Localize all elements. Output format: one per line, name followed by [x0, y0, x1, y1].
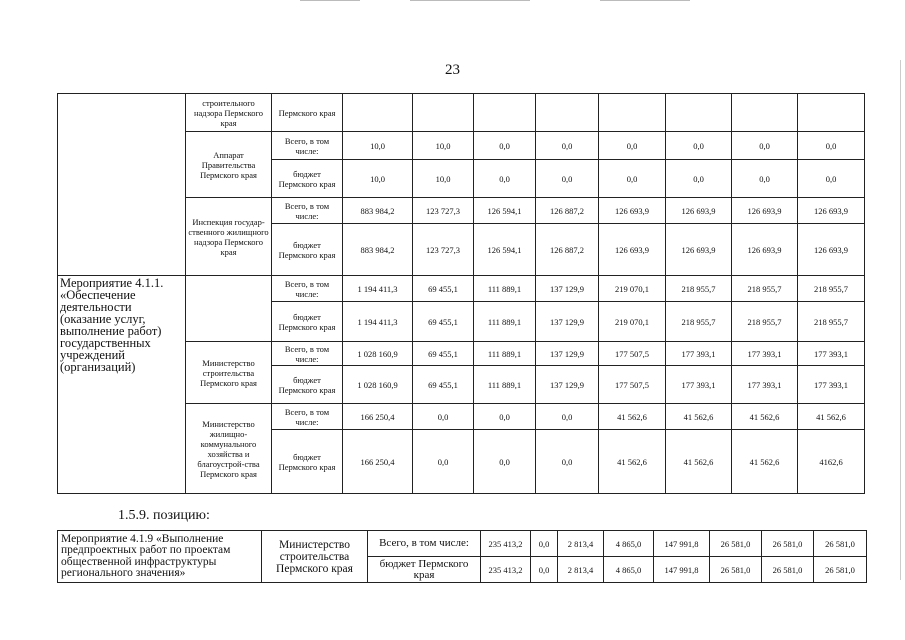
- value-cell: 1 028 160,9: [343, 366, 413, 404]
- value-cell: 177 393,1: [732, 342, 798, 366]
- value-cell: 147 991,8: [654, 531, 710, 557]
- value-cell: [474, 94, 536, 132]
- value-cell: 69 455,1: [413, 276, 474, 302]
- category-cell: бюджет Пермского края: [272, 366, 343, 404]
- value-cell: 0,0: [413, 430, 474, 494]
- value-cell: 126 693,9: [732, 198, 798, 224]
- value-cell: 0,0: [536, 404, 599, 430]
- value-cell: 0,0: [474, 132, 536, 160]
- value-cell: 177 393,1: [798, 366, 865, 404]
- org-cell: Министерство жилищно-коммунального хозяйства и благоустрой-ства Пермского края: [186, 404, 272, 494]
- value-cell: 1 028 160,9: [343, 342, 413, 366]
- scan-line: [600, 0, 690, 1]
- value-cell: 218 955,7: [732, 276, 798, 302]
- value-cell: 126 693,9: [798, 224, 865, 276]
- value-cell: 123 727,3: [413, 198, 474, 224]
- value-cell: 41 562,6: [732, 430, 798, 494]
- value-cell: 4 865,0: [604, 531, 654, 557]
- value-cell: 883 984,2: [343, 224, 413, 276]
- value-cell: 126 594,1: [474, 224, 536, 276]
- value-cell: 0,0: [474, 404, 536, 430]
- value-cell: [413, 94, 474, 132]
- value-cell: 137 129,9: [536, 302, 599, 342]
- value-cell: 166 250,4: [343, 430, 413, 494]
- value-cell: 235 413,2: [481, 531, 531, 557]
- value-cell: 10,0: [413, 160, 474, 198]
- value-cell: 4 865,0: [604, 557, 654, 583]
- value-cell: 10,0: [413, 132, 474, 160]
- value-cell: 137 129,9: [536, 342, 599, 366]
- value-cell: 177 393,1: [798, 342, 865, 366]
- value-cell: [666, 94, 732, 132]
- value-cell: 26 581,0: [814, 557, 867, 583]
- value-cell: 218 955,7: [798, 276, 865, 302]
- event-cell: Мероприятие 4.1.1. «Обеспечение деятельности (оказание услуг, выполнение работ) государственных учреждений (организаций): [58, 276, 186, 494]
- category-cell: Всего, в том числе:: [272, 198, 343, 224]
- section-subheading: 1.5.9. позицию:: [118, 508, 210, 523]
- value-cell: 883 984,2: [343, 198, 413, 224]
- org-cell: строительного надзора Пермского края: [186, 94, 272, 132]
- value-cell: 177 507,5: [599, 366, 666, 404]
- value-cell: 126 693,9: [599, 224, 666, 276]
- value-cell: 177 507,5: [599, 342, 666, 366]
- value-cell: 0,0: [732, 160, 798, 198]
- value-cell: 111 889,1: [474, 276, 536, 302]
- value-cell: 126 693,9: [666, 224, 732, 276]
- value-cell: 2 813,4: [558, 557, 604, 583]
- value-cell: 0,0: [413, 404, 474, 430]
- value-cell: [599, 94, 666, 132]
- value-cell: 0,0: [474, 160, 536, 198]
- value-cell: 41 562,6: [798, 404, 865, 430]
- value-cell: 126 693,9: [798, 198, 865, 224]
- value-cell: 41 562,6: [666, 404, 732, 430]
- value-cell: 218 955,7: [666, 276, 732, 302]
- value-cell: [798, 94, 865, 132]
- funding-table: [57, 93, 865, 494]
- category-cell: Пермского края: [272, 94, 343, 132]
- value-cell: 111 889,1: [474, 342, 536, 366]
- value-cell: 10,0: [343, 160, 413, 198]
- value-cell: 2 813,4: [558, 531, 604, 557]
- org-cell: Министерство строительства Пермского края: [262, 531, 368, 583]
- value-cell: [343, 94, 413, 132]
- value-cell: 0,0: [536, 160, 599, 198]
- value-cell: 26 581,0: [814, 531, 867, 557]
- value-cell: 166 250,4: [343, 404, 413, 430]
- category-cell: бюджет Пермского края: [272, 302, 343, 342]
- value-cell: 126 887,2: [536, 224, 599, 276]
- value-cell: 137 129,9: [536, 276, 599, 302]
- event-cell: [58, 94, 186, 276]
- value-cell: 1 194 411,3: [343, 302, 413, 342]
- value-cell: 126 693,9: [666, 198, 732, 224]
- value-cell: 0,0: [531, 557, 558, 583]
- org-cell: [186, 276, 272, 342]
- value-cell: 26 581,0: [710, 531, 762, 557]
- value-cell: 218 955,7: [732, 302, 798, 342]
- value-cell: 0,0: [798, 160, 865, 198]
- value-cell: 235 413,2: [481, 557, 531, 583]
- value-cell: 41 562,6: [666, 430, 732, 494]
- value-cell: 219 070,1: [599, 302, 666, 342]
- value-cell: 0,0: [599, 132, 666, 160]
- value-cell: 0,0: [666, 160, 732, 198]
- table-row: [58, 531, 867, 557]
- value-cell: 10,0: [343, 132, 413, 160]
- value-cell: 0,0: [732, 132, 798, 160]
- value-cell: 41 562,6: [599, 404, 666, 430]
- value-cell: 26 581,0: [762, 531, 814, 557]
- value-cell: 69 455,1: [413, 342, 474, 366]
- category-cell: Всего, в том числе:: [272, 132, 343, 160]
- value-cell: 26 581,0: [762, 557, 814, 583]
- value-cell: 4162,6: [798, 430, 865, 494]
- org-cell: Инспекция государ-ственного жилищного надзора Пермского края: [186, 198, 272, 276]
- value-cell: 218 955,7: [798, 302, 865, 342]
- value-cell: [536, 94, 599, 132]
- org-cell: Аппарат Правительства Пермского края: [186, 132, 272, 198]
- category-cell: Всего, в том числе:: [272, 342, 343, 366]
- value-cell: 177 393,1: [666, 342, 732, 366]
- category-cell: Всего, в том числе:: [272, 404, 343, 430]
- value-cell: 111 889,1: [474, 366, 536, 404]
- value-cell: 147 991,8: [654, 557, 710, 583]
- value-cell: 177 393,1: [732, 366, 798, 404]
- event-cell: Мероприятие 4.1.9 «Выполнение предпроектных работ по проектам общественной инфраструктуры регионального значения»: [58, 531, 262, 583]
- value-cell: 0,0: [599, 160, 666, 198]
- table-row: [58, 94, 865, 132]
- value-cell: 137 129,9: [536, 366, 599, 404]
- category-cell: Всего, в том числе:: [272, 276, 343, 302]
- category-cell: Всего, в том числе:: [368, 531, 481, 557]
- scan-line: [410, 0, 530, 1]
- value-cell: 41 562,6: [732, 404, 798, 430]
- category-cell: бюджет Пермского края: [272, 160, 343, 198]
- value-cell: 111 889,1: [474, 302, 536, 342]
- value-cell: 219 070,1: [599, 276, 666, 302]
- value-cell: 126 693,9: [599, 198, 666, 224]
- value-cell: 126 594,1: [474, 198, 536, 224]
- value-cell: 0,0: [666, 132, 732, 160]
- value-cell: 126 887,2: [536, 198, 599, 224]
- value-cell: 126 693,9: [732, 224, 798, 276]
- value-cell: [732, 94, 798, 132]
- category-cell: бюджет Пермского края: [368, 557, 481, 583]
- value-cell: 41 562,6: [599, 430, 666, 494]
- value-cell: 69 455,1: [413, 302, 474, 342]
- scan-edge: [900, 60, 901, 580]
- table-row: [58, 276, 865, 302]
- category-cell: бюджет Пермского края: [272, 430, 343, 494]
- value-cell: 1 194 411,3: [343, 276, 413, 302]
- value-cell: 0,0: [536, 132, 599, 160]
- page-number: 23: [445, 62, 460, 78]
- value-cell: 69 455,1: [413, 366, 474, 404]
- value-cell: 0,0: [798, 132, 865, 160]
- value-cell: 218 955,7: [666, 302, 732, 342]
- org-cell: Министерство строительства Пермского края: [186, 342, 272, 404]
- position-table: [57, 530, 867, 583]
- value-cell: 177 393,1: [666, 366, 732, 404]
- value-cell: 26 581,0: [710, 557, 762, 583]
- value-cell: 0,0: [531, 531, 558, 557]
- value-cell: 123 727,3: [413, 224, 474, 276]
- value-cell: 0,0: [536, 430, 599, 494]
- value-cell: 0,0: [474, 430, 536, 494]
- scan-line: [300, 0, 360, 1]
- category-cell: бюджет Пермского края: [272, 224, 343, 276]
